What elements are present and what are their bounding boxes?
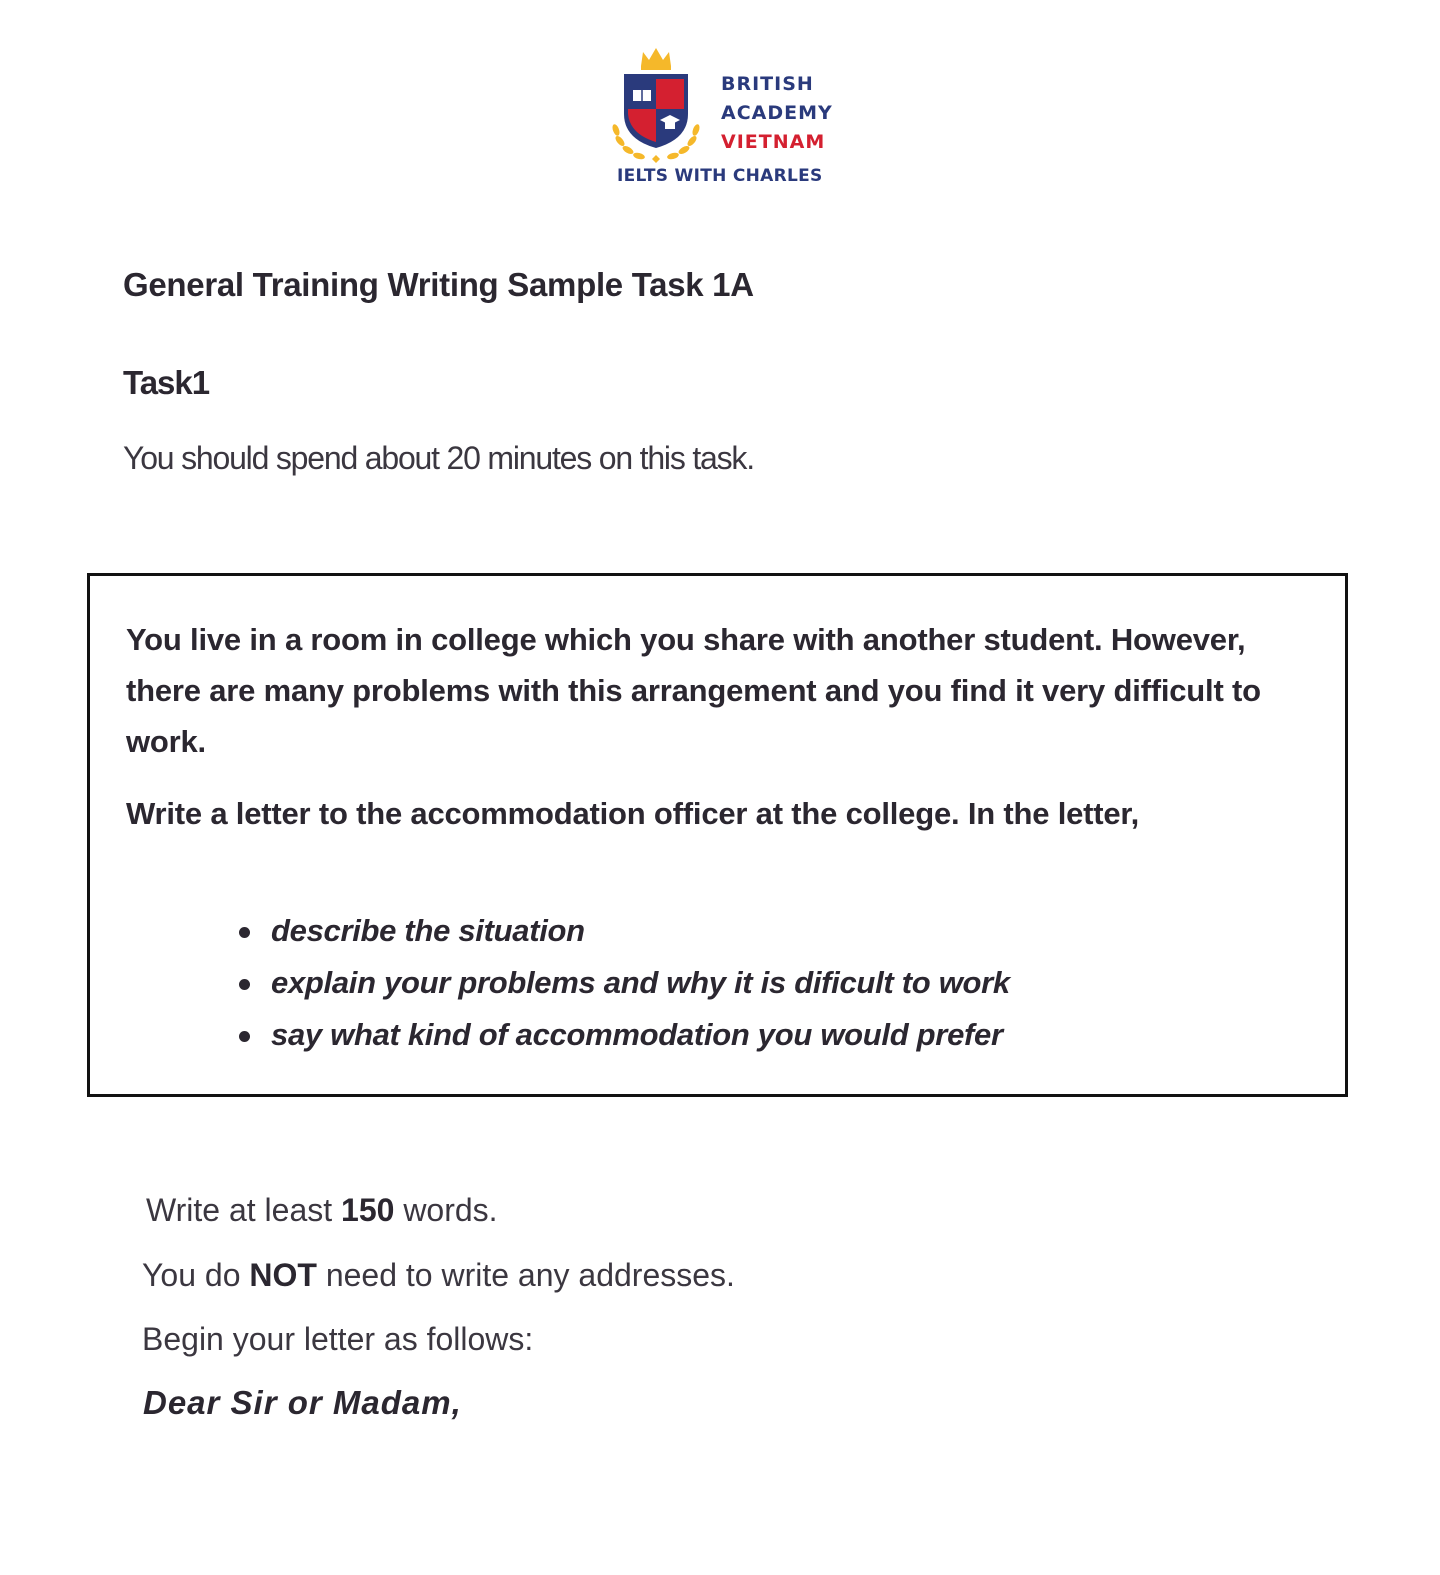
time-instruction: You should spend about 20 minutes on this task. [123,440,754,476]
address-requirement: You do NOT need to write any addresses. [142,1257,735,1293]
begin-instruction: Begin your letter as follows: [142,1321,534,1357]
crown-icon [641,48,671,70]
bullet-icon [239,979,250,990]
bullet-icon [239,1031,250,1042]
bullet-icon [239,927,250,938]
brand-name [721,70,833,157]
task-bullet-list [235,905,1010,1061]
word-count: 150 [341,1192,395,1228]
brand-line-academy: ACADEMY [721,102,833,124]
salutation: Dear Sir or Madam, [143,1384,462,1421]
list-item: describe the situation [235,905,1010,957]
brand-line-british: BRITISH [721,73,814,95]
page-title: General Training Writing Sample Task 1A [123,266,754,303]
list-item: say what kind of accommodation you would prefer [235,1009,1010,1061]
not-emphasis: NOT [249,1257,317,1293]
task-prompt-box [87,573,1348,1097]
list-item: explain your problems and why it is dificult to work [235,957,1010,1009]
task-heading: Task1 [123,364,210,401]
shield-icon [608,44,713,169]
word-count-requirement: Write at least 150 words. [146,1192,498,1228]
task-instruction: Write a letter to the accommodation officer at the college. In the letter, [126,796,1139,831]
brand-logo [608,44,838,194]
brand-line-vietnam: VIETNAM [721,131,826,153]
brand-tagline: IELTS WITH CHARLES [617,166,823,186]
task-scenario: You live in a room in college which you share with another student. However, there are many problems with this arrangement and you find it very difficult to work. [126,622,1261,759]
